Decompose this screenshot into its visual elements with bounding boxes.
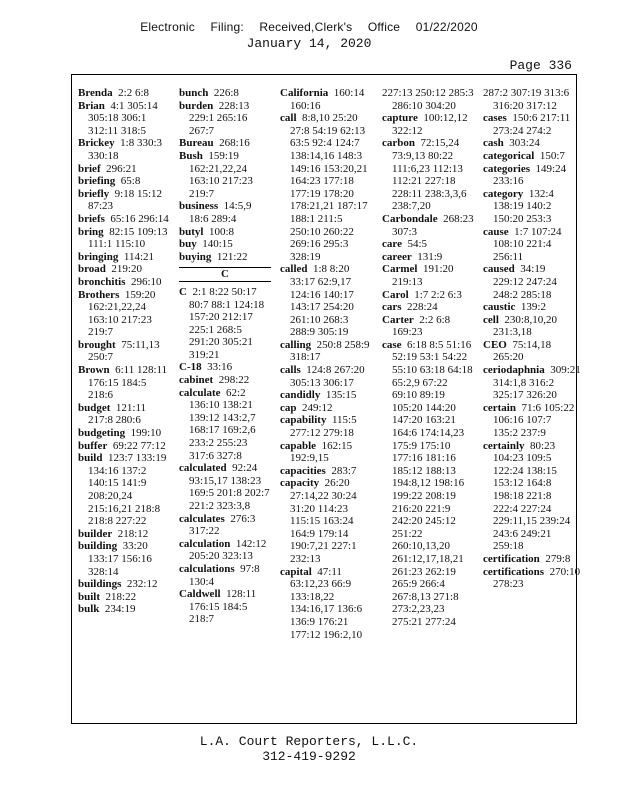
index-entry xyxy=(179,538,271,563)
index-references: 9:18 15:12 87:23 xyxy=(88,187,163,213)
index-references: 228:24 xyxy=(407,301,438,314)
index-word: briefing xyxy=(78,175,116,188)
index-references: 268:23 307:3 xyxy=(392,212,474,238)
index-references: 199:10 xyxy=(130,427,162,440)
index-word: briefly xyxy=(78,187,110,200)
index-references: 303:24 xyxy=(509,137,540,150)
index-word: calculates xyxy=(179,512,225,525)
index-references: 115:5 277:12 279:18 xyxy=(290,414,357,440)
index-references: 1:8 330:3 330:18 xyxy=(88,137,163,162)
index-entry xyxy=(78,402,170,427)
index-references: 132:4 138:19 140:2 150:20 253:3 xyxy=(493,187,554,225)
index-entry xyxy=(179,238,271,251)
index-entry xyxy=(483,112,575,137)
index-word: call xyxy=(280,112,297,125)
index-references: 232:12 xyxy=(126,578,158,591)
index-entry xyxy=(280,465,372,478)
index-references: 270:10 278:23 xyxy=(493,565,581,591)
index-word: cases xyxy=(483,112,507,125)
index-references: 234:19 xyxy=(104,603,136,616)
index-word: categorical xyxy=(483,149,535,162)
index-word: cars xyxy=(382,301,402,314)
index-references: 47:11 63:12,23 66:9 133:18,22 134:16,17 136:6 136:9 176:21 177:12 196:2,10 xyxy=(290,565,363,641)
index-references: 227:13 250:12 285:3 286:10 304:20 xyxy=(382,87,474,112)
index-word: ceriodaphnia xyxy=(483,364,545,377)
index-entry xyxy=(483,87,575,112)
index-references: 159:20 162:21,22,24 163:10 217:23 219:7 xyxy=(88,288,156,339)
index-entry xyxy=(78,100,170,138)
index-references: 309:21 314:1,8 316:2 325:17 326:20 xyxy=(493,364,581,402)
index-word: calculated xyxy=(179,462,227,475)
index-word: Brian xyxy=(78,99,105,112)
index-word: Brenda xyxy=(78,87,113,99)
index-references: 139:2 xyxy=(520,301,546,314)
index-entry xyxy=(179,462,271,512)
index-word: Brothers xyxy=(78,288,120,301)
index-entry xyxy=(280,339,372,364)
index-references: 191:20 219:13 xyxy=(392,263,454,288)
index-references: 2:1 8:22 50:17 80:7 88:1 124:18 157:20 212:17 225:1 268:5 291:20 305:21 319:21 xyxy=(189,285,265,361)
index-entry xyxy=(483,188,575,226)
index-entry xyxy=(179,513,271,538)
reporter-phone: 312-419-9292 xyxy=(262,749,356,764)
index-entry xyxy=(78,452,170,528)
index-word: certifications xyxy=(483,565,545,578)
index-entry xyxy=(179,387,271,463)
index-entry xyxy=(280,87,372,112)
index-entry xyxy=(483,150,575,163)
index-references: 279:8 xyxy=(545,552,571,565)
index-entry xyxy=(382,339,474,629)
index-entry xyxy=(483,301,575,314)
index-word: cause xyxy=(483,225,509,238)
index-references: 150:6 217:11 273:24 274:2 xyxy=(493,112,571,137)
index-word: builder xyxy=(78,527,113,540)
index-references: 1:8 8:20 33:17 62:9,17 124:16 140:17 143:17 254:20 261:10 268:3 288:9 305:19 xyxy=(290,263,354,339)
index-entry xyxy=(280,440,372,465)
index-references: 123:7 133:19 134:16 137:2 140:15 141:9 208:20,24 215:16,21 218:8 218:8 227:22 xyxy=(88,452,167,528)
index-word: buy xyxy=(179,238,197,251)
index-references: 1:7 107:24 108:10 221:4 256:11 xyxy=(493,225,562,263)
index-entry xyxy=(280,566,372,642)
index-references: 296:10 xyxy=(130,275,162,288)
index-references: 33:16 xyxy=(207,361,233,374)
index-word: Carmel xyxy=(382,263,418,276)
index-references: 135:15 xyxy=(325,389,357,402)
index-entry xyxy=(382,314,474,339)
index-entry xyxy=(179,286,271,362)
index-word: business xyxy=(179,200,219,213)
index-word: California xyxy=(280,87,329,99)
index-references: 218:22 xyxy=(105,590,137,603)
index-entry xyxy=(280,402,372,415)
index-word: butyl xyxy=(179,225,204,238)
index-word: burden xyxy=(179,99,214,112)
index-references: 54:5 xyxy=(407,238,428,251)
index-entry xyxy=(483,163,575,188)
index-entry xyxy=(179,100,271,138)
filing-stamp xyxy=(0,20,618,34)
filing-part: Electronic xyxy=(140,20,195,34)
index-entry xyxy=(280,263,372,339)
index-references: 150:7 xyxy=(539,149,565,162)
index-entry xyxy=(78,339,170,364)
index-entry xyxy=(483,553,575,566)
filing-part: Office xyxy=(367,20,401,34)
index-entry xyxy=(78,137,170,162)
index-word: buffer xyxy=(78,439,108,452)
index-entry xyxy=(483,314,575,339)
index-word: caused xyxy=(483,263,515,276)
index-references: 121:22 xyxy=(216,250,248,263)
index-references: 69:22 77:12 xyxy=(112,439,166,452)
page-number: Page 336 xyxy=(509,58,572,73)
index-word: capture xyxy=(382,112,418,125)
index-word: calculations xyxy=(179,562,235,575)
index-references: 140:15 xyxy=(202,238,233,251)
index-references: 82:15 109:13 111:1 115:10 xyxy=(88,225,168,251)
index-references: 75:14,18 265:20 xyxy=(493,338,552,364)
index-references: 4:1 305:14 305:18 306:1 312:11 318:5 xyxy=(88,99,158,137)
index-word: Brown xyxy=(78,364,110,377)
index-entry xyxy=(78,364,170,402)
filing-part: Received,Clerk's xyxy=(259,20,353,34)
index-references: 97:8 130:4 xyxy=(189,562,260,588)
index-references: 75:11,13 250:7 xyxy=(88,338,160,364)
index-entry xyxy=(179,251,271,264)
index-entry xyxy=(78,427,170,440)
index-references: 230:8,10,20 231:3,18 xyxy=(493,313,557,339)
hearing-date: January 14, 2020 xyxy=(246,36,372,51)
index-word: carbon xyxy=(382,137,415,150)
index-references: 114:21 xyxy=(123,250,155,263)
index-word: budgeting xyxy=(78,427,126,440)
index-references: 34:19 229:12 247:24 248:2 285:18 xyxy=(493,263,557,301)
index-word: build xyxy=(78,452,103,465)
index-word: buying xyxy=(179,250,212,263)
index-entry xyxy=(179,361,271,374)
index-references: 296:21 xyxy=(106,162,137,175)
index-word: candidly xyxy=(280,389,321,402)
index-entry xyxy=(78,276,170,289)
index-references: 128:11 176:15 184:5 218:7 xyxy=(189,588,257,626)
index-entry xyxy=(78,163,170,176)
index-column xyxy=(78,87,170,616)
index-entry xyxy=(280,477,372,565)
index-entry xyxy=(179,226,271,239)
index-word: building xyxy=(78,540,118,553)
index-word: capacity xyxy=(280,477,320,490)
index-word: buildings xyxy=(78,578,122,591)
index-word: brief xyxy=(78,162,101,175)
index-word: calculate xyxy=(179,386,221,399)
index-entry xyxy=(179,200,271,225)
index-entry xyxy=(382,251,474,264)
index-word: Brickey xyxy=(78,137,115,150)
reporter-company: L.A. Court Reporters, L.L.C. xyxy=(199,734,419,749)
index-entry xyxy=(78,87,170,100)
index-entry xyxy=(483,339,575,364)
index-word: calling xyxy=(280,338,312,351)
index-word: calls xyxy=(280,364,301,377)
index-word: budget xyxy=(78,401,111,414)
index-references: 6:11 128:11 176:15 184:5 218:6 xyxy=(88,364,168,402)
index-word: certain xyxy=(483,401,516,414)
index-entry xyxy=(78,226,170,251)
index-word: care xyxy=(382,238,402,251)
index-references: 100:8 xyxy=(208,225,235,238)
index-references: 162:15 192:9,15 xyxy=(290,439,353,465)
index-entry xyxy=(280,414,372,439)
index-references: 249:12 xyxy=(302,401,333,414)
index-references: 228:13 229:1 265:16 267:7 xyxy=(189,99,250,137)
index-word: built xyxy=(78,590,101,603)
index-references: 92:24 93:15,17 138:23 169:5 201:8 202:7 221:2 323:3,8 xyxy=(189,462,270,512)
index-entry xyxy=(382,301,474,314)
index-column xyxy=(382,87,474,629)
index-references: 2:2 6:8 xyxy=(118,87,150,99)
index-word: bronchitis xyxy=(78,275,126,288)
index-entry xyxy=(483,402,575,440)
index-word: brought xyxy=(78,338,116,351)
index-word: cell xyxy=(483,313,499,326)
index-entry xyxy=(78,591,170,604)
index-references: 149:24 233:16 xyxy=(493,162,567,188)
index-entry xyxy=(179,563,271,588)
index-references: 71:6 105:22 106:16 107:7 135:2 237:9 xyxy=(493,401,575,440)
index-entry xyxy=(483,364,581,402)
index-entry xyxy=(78,213,170,226)
index-entry xyxy=(483,226,575,264)
index-entry xyxy=(382,137,474,213)
index-entry xyxy=(78,175,170,188)
index-entry xyxy=(78,263,170,276)
index-entry xyxy=(483,440,575,553)
index-word: career xyxy=(382,250,412,263)
index-entry xyxy=(78,251,170,264)
index-word: bringing xyxy=(78,250,119,263)
index-references: 250:8 258:9 318:17 xyxy=(290,338,370,364)
index-references: 72:15,24 73:9,13 80:22 111:6,23 112:13 112:21 227:18 228:11 238:3,3,6 238:7,20 xyxy=(392,137,467,213)
index-entry xyxy=(382,112,474,137)
index-entry xyxy=(78,289,170,339)
index-entry xyxy=(78,578,170,591)
index-column xyxy=(483,87,581,591)
index-entry xyxy=(280,112,372,263)
index-references: 160:14 160:16 xyxy=(290,87,365,112)
index-word: certification xyxy=(483,552,540,565)
index-word: Bush xyxy=(179,149,203,162)
index-word: briefs xyxy=(78,212,105,225)
index-word: Caldwell xyxy=(179,588,221,601)
index-word: Carol xyxy=(382,288,409,301)
index-entry xyxy=(179,588,271,626)
index-references: 219:20 xyxy=(111,263,142,276)
filing-part: 01/22/2020 xyxy=(415,20,478,34)
index-word: bunch xyxy=(179,87,209,99)
index-word: category xyxy=(483,187,524,200)
index-column xyxy=(280,87,372,641)
index-entry xyxy=(280,389,372,402)
index-entry xyxy=(382,289,474,302)
index-references: 131:9 xyxy=(417,250,443,263)
index-word: C xyxy=(179,285,187,298)
index-entry xyxy=(382,213,474,238)
index-references: 65:8 xyxy=(120,175,141,188)
index-entry xyxy=(382,263,474,288)
index-entry xyxy=(78,540,170,578)
index-entry xyxy=(78,440,170,453)
index-word: Carter xyxy=(382,313,414,326)
index-entry xyxy=(382,87,474,112)
index-references: 159:19 162:21,22,24 163:10 217:23 219:7 xyxy=(189,149,253,200)
index-word: bring xyxy=(78,225,104,238)
index-references: 121:11 217:8 280:6 xyxy=(88,401,147,427)
index-entry xyxy=(179,137,271,150)
index-word: categories xyxy=(483,162,531,175)
index-entry xyxy=(483,263,575,301)
index-references: 80:23 104:23 109:5 122:24 138:15 153:12 164:8 198:18 221:8 222:4 227:24 229:11,15 239:24 243:6 249:21 259:18 xyxy=(493,439,571,553)
index-references: 14:5,9 18:6 289:4 xyxy=(189,200,252,225)
index-references: 218:12 xyxy=(117,527,149,540)
index-references: 100:12,12 322:12 xyxy=(392,112,468,137)
index-word: cap xyxy=(280,401,297,414)
index-word: capacities xyxy=(280,464,326,477)
index-word: calculation xyxy=(179,537,231,550)
index-references: 2:2 6:8 169:23 xyxy=(392,313,451,339)
index-references: 287:2 307:19 313:6 316:20 317:12 xyxy=(483,87,570,112)
index-word: capability xyxy=(280,414,327,427)
index-word: C-18 xyxy=(179,361,202,374)
index-column xyxy=(179,87,271,626)
index-word: CEO xyxy=(483,338,507,351)
index-word: cash xyxy=(483,137,504,150)
index-references: 226:8 xyxy=(213,87,239,99)
index-references: 276:3 317:22 xyxy=(189,512,256,538)
index-references: 1:7 2:2 6:3 xyxy=(414,288,462,301)
index-references: 26:20 27:14,22 30:24 31:20 114:23 115:15 163:24 164:9 179:14 190:7,21 227:1 232:13 xyxy=(290,477,357,565)
index-box xyxy=(71,74,581,724)
index-word: Bureau xyxy=(179,137,214,150)
index-references: 124:8 267:20 305:13 306:17 xyxy=(290,364,365,389)
index-entry xyxy=(280,364,372,389)
index-word: caustic xyxy=(483,301,516,314)
index-references: 268:16 xyxy=(219,137,250,150)
index-references: 6:18 8:5 51:16 52:19 53:1 54:22 55:10 63:18 64:18 65:2,9 67:22 69:10 89:19 105:20 144:20 147:20 163:21 164:6 174:14,23 175:9 175:10 177:16 181:16 185:12 188:13 194:8,12 198:16 199:22 208:19 216:20 221:9 242:20 245:12 251:22 260:10,13,20 261:12,17,18,21 261:23 262:19 265:9 266:4 267:8,13 271:8 273:2,23,23 275:21 277:24 xyxy=(392,338,473,628)
index-entry xyxy=(78,528,170,541)
index-entry xyxy=(179,150,271,200)
filing-part: Filing: xyxy=(210,20,244,34)
index-word: called xyxy=(280,263,308,276)
index-word: capable xyxy=(280,439,317,452)
index-word: bulk xyxy=(78,603,100,616)
index-entry xyxy=(382,238,474,251)
index-references: 283:7 xyxy=(331,464,357,477)
index-references: 62:2 136:10 138:21 139:12 143:2,7 168:17 169:2,6 233:2 255:23 317:6 327:8 xyxy=(189,386,256,462)
index-references: 33:20 133:17 156:16 328:14 xyxy=(88,540,152,578)
letter-section-header: C xyxy=(179,267,271,282)
index-word: capital xyxy=(280,565,312,578)
footer xyxy=(0,734,618,764)
index-word: certainly xyxy=(483,439,525,452)
index-references: 8:8,10 25:20 27:8 54:19 62:13 63:5 92:4 124:7 138:14,16 148:3 149:16 153:20,21 164:23 177:18 177:19 178:20 178:21,21 187:17 188:1 211:5 250:10 260:22 269:16 295:3 328:19 xyxy=(290,112,368,263)
index-word: Carbondale xyxy=(382,212,438,225)
index-references: 298:22 xyxy=(218,374,250,387)
index-references: 65:16 296:14 xyxy=(110,212,169,225)
index-entry xyxy=(78,603,170,616)
index-entry xyxy=(179,374,271,387)
index-references: 142:12 205:20 323:13 xyxy=(189,537,267,563)
index-word: broad xyxy=(78,263,106,276)
index-entry xyxy=(179,87,271,100)
index-entry xyxy=(78,188,170,213)
index-word: case xyxy=(382,338,402,351)
index-entry xyxy=(483,565,581,591)
index-entry xyxy=(483,137,575,150)
index-word: cabinet xyxy=(179,374,214,387)
